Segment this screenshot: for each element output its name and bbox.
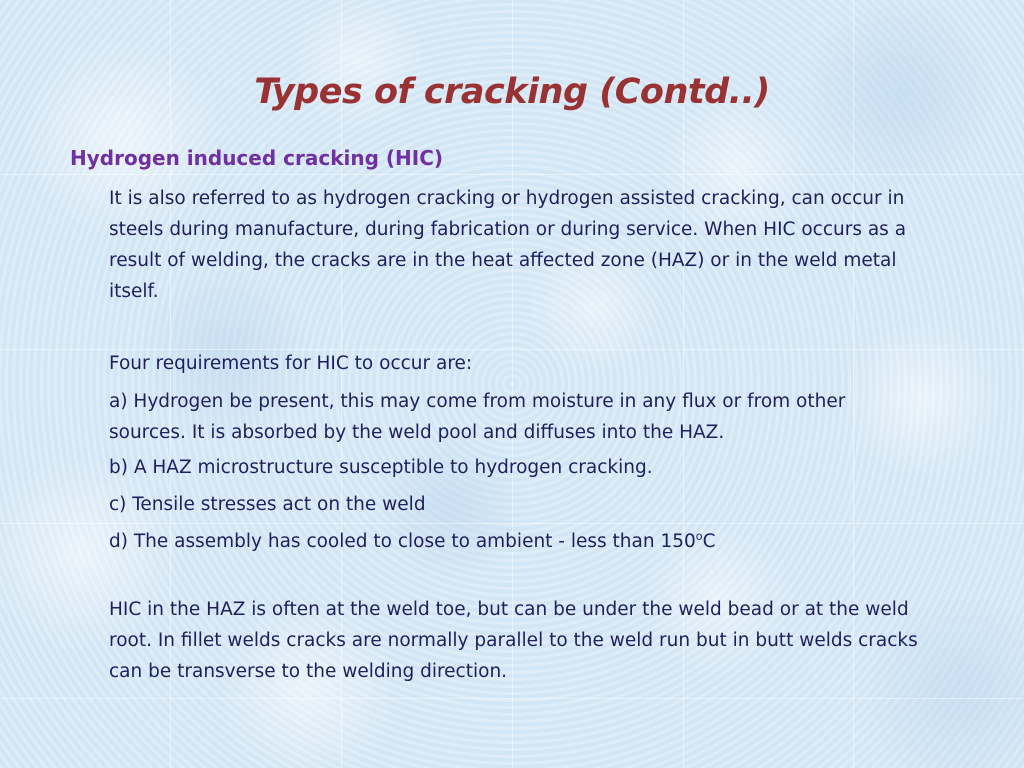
section-heading: Hydrogen induced cracking (HIC)	[70, 146, 444, 170]
requirement-d	[109, 526, 939, 557]
slide-title: Types of cracking (Contd..)	[254, 72, 770, 112]
requirements-intro: Four requirements for HIC to occur are:	[109, 353, 473, 374]
requirement-d-unit: C	[702, 531, 716, 552]
requirement-b: b) A HAZ microstructure susceptible to hydrogen cracking.	[109, 457, 653, 478]
degree-superscript: o	[695, 529, 703, 543]
requirement-a: a) Hydrogen be present, this may come from moisture in any flux or from other sources. It is absorbed by the weld pool and diffuses into the HAZ.	[109, 391, 846, 443]
intro-paragraph: It is also referred to as hydrogen cracking or hydrogen assisted cracking, can occur in steels during manufacture, during fabrication or during service. When HIC occurs as a result of welding, the cracks are in the heat affected zone (HAZ) or in the weld metal itself.	[109, 188, 907, 302]
closing-paragraph: HIC in the HAZ is often at the weld toe, but can be under the weld bead or at the weld root. In fillet welds cracks are normally parallel to the weld run but in butt welds cracks can be transverse to the welding direction.	[109, 599, 918, 682]
requirement-d-text: d) The assembly has cooled to close to ambient - less than 150	[109, 531, 696, 552]
requirement-c: c) Tensile stresses act on the weld	[109, 494, 426, 515]
